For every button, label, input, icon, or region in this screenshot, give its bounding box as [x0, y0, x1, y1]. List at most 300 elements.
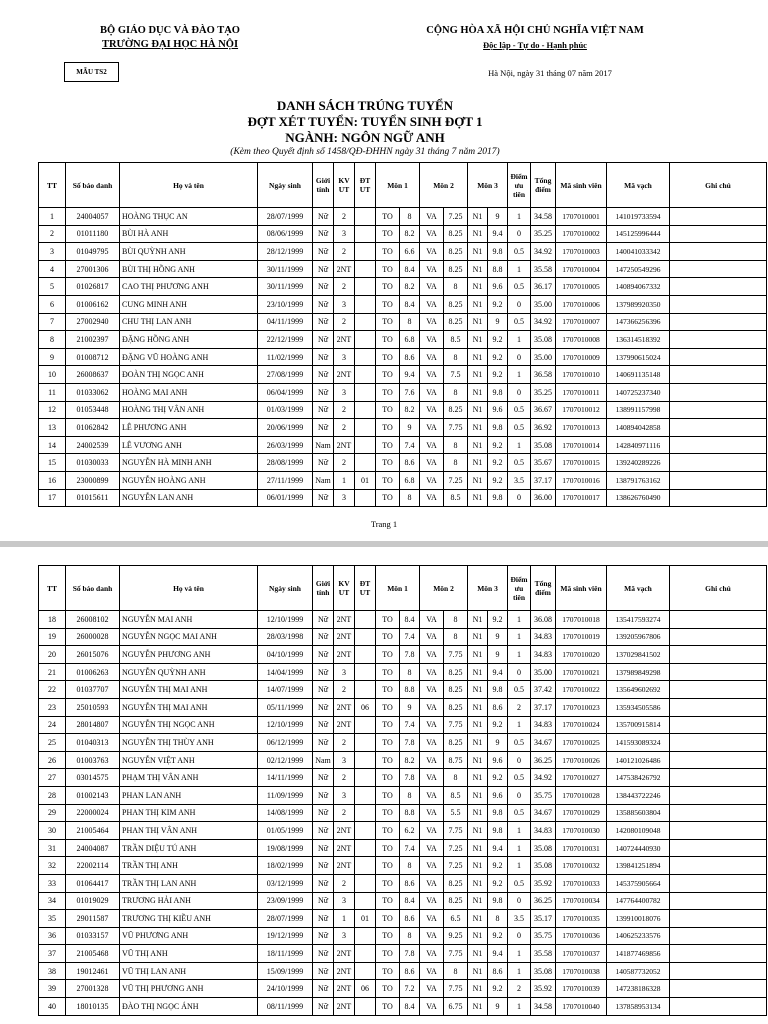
cell-sbd: 22002114 — [66, 857, 120, 875]
cell-sbd: 26008637 — [66, 366, 120, 384]
cell-m3-code: N1 — [468, 839, 488, 857]
cell-dob: 30/11/1999 — [258, 260, 313, 278]
cell-m1-score: 8 — [400, 313, 420, 331]
cell-total: 35.08 — [531, 962, 556, 980]
cell-note — [670, 295, 767, 313]
cell-bonus: 0 — [508, 489, 531, 507]
cell-m2-score: 6.5 — [444, 910, 468, 928]
cell-total: 35.75 — [531, 927, 556, 945]
cell-kv: 2 — [334, 278, 355, 296]
cell-dt — [355, 646, 376, 664]
cell-kv: 2NT — [334, 698, 355, 716]
cell-kv: 2 — [334, 243, 355, 261]
table-row — [39, 436, 767, 454]
cell-m1-code: TO — [376, 313, 400, 331]
cell-gender: Nữ — [313, 278, 334, 296]
cell-bonus: 1 — [508, 716, 531, 734]
cell-student-id: 1707010034 — [556, 892, 607, 910]
cell-m1-code: TO — [376, 751, 400, 769]
cell-barcode: 135934505586 — [607, 698, 670, 716]
cell-m1-code: TO — [376, 454, 400, 472]
cell-dob: 11/02/1999 — [258, 348, 313, 366]
cell-gender: Nữ — [313, 980, 334, 998]
cell-m2-code: VA — [420, 471, 444, 489]
cell-name: PHẠM THỊ VÂN ANH — [120, 769, 258, 787]
cell-dt — [355, 663, 376, 681]
cell-m3-score: 9.2 — [488, 857, 508, 875]
cell-m1-code: TO — [376, 383, 400, 401]
cell-barcode: 135885603804 — [607, 804, 670, 822]
cell-dob: 28/12/1999 — [258, 243, 313, 261]
cell-sbd: 01026817 — [66, 278, 120, 296]
cell-m2-score: 8.25 — [444, 225, 468, 243]
cell-name: NGUYỄN THỊ MAI ANH — [120, 698, 258, 716]
cell-m1-code: TO — [376, 698, 400, 716]
cell-kv: 2 — [334, 734, 355, 752]
cell-student-id: 1707010026 — [556, 751, 607, 769]
cell-sbd: 22000024 — [66, 804, 120, 822]
cell-bonus: 0.5 — [508, 419, 531, 437]
cell-note — [670, 611, 767, 629]
cell-total: 35.58 — [531, 945, 556, 963]
cell-total: 35.25 — [531, 383, 556, 401]
cell-m1-score: 8.6 — [400, 910, 420, 928]
col-header-m1: Môn 1 — [376, 566, 420, 611]
cell-m1-score: 7.8 — [400, 734, 420, 752]
cell-gender: Nữ — [313, 804, 334, 822]
table-row — [39, 945, 767, 963]
cell-kv: 3 — [334, 383, 355, 401]
republic-name: CỘNG HÒA XÃ HỘI CHỦ NGHĨA VIỆT NAM — [426, 25, 644, 36]
form-code-box: MẪU TS2 — [64, 62, 119, 82]
table-row — [39, 489, 767, 507]
cell-m3-code: N1 — [468, 331, 488, 349]
cell-tt: 29 — [39, 804, 66, 822]
cell-bonus: 1 — [508, 822, 531, 840]
cell-name: PHAN LAN ANH — [120, 786, 258, 804]
cell-dob: 12/10/1999 — [258, 611, 313, 629]
cell-name: ĐẶNG HỒNG ANH — [120, 331, 258, 349]
cell-barcode: 135417593274 — [607, 611, 670, 629]
cell-student-id: 1707010035 — [556, 910, 607, 928]
cell-note — [670, 628, 767, 646]
cell-bonus: 0.5 — [508, 681, 531, 699]
cell-m1-code: TO — [376, 260, 400, 278]
cell-m3-score: 9.4 — [488, 839, 508, 857]
cell-gender: Nữ — [313, 611, 334, 629]
cell-sbd: 01040313 — [66, 734, 120, 752]
cell-tt: 38 — [39, 962, 66, 980]
cell-dob: 06/04/1999 — [258, 383, 313, 401]
cell-m2-score: 7.75 — [444, 716, 468, 734]
table-row — [39, 628, 767, 646]
cell-m3-code: N1 — [468, 208, 488, 226]
cell-name: NGUYỄN HOÀNG ANH — [120, 471, 258, 489]
cell-m1-code: TO — [376, 962, 400, 980]
cell-dt — [355, 313, 376, 331]
cell-barcode: 140691135148 — [607, 366, 670, 384]
cell-m2-score: 8.75 — [444, 751, 468, 769]
cell-m3-score: 9.2 — [488, 769, 508, 787]
cell-barcode: 140894042858 — [607, 419, 670, 437]
cell-tt: 1 — [39, 208, 66, 226]
cell-gender: Nữ — [313, 822, 334, 840]
cell-name: CUNG MINH ANH — [120, 295, 258, 313]
cell-name: NGUYỄN VIỆT ANH — [120, 751, 258, 769]
col-header-note: Ghi chú — [670, 163, 767, 208]
cell-tt: 16 — [39, 471, 66, 489]
table-row — [39, 734, 767, 752]
cell-m1-score: 7.4 — [400, 436, 420, 454]
cell-m2-score: 8 — [444, 611, 468, 629]
cell-gender: Nữ — [313, 945, 334, 963]
cell-m2-code: VA — [420, 278, 444, 296]
cell-m2-code: VA — [420, 786, 444, 804]
cell-m3-score: 9.2 — [488, 366, 508, 384]
cell-m2-code: VA — [420, 295, 444, 313]
cell-total: 36.00 — [531, 489, 556, 507]
cell-note — [670, 208, 767, 226]
cell-barcode: 138991157998 — [607, 401, 670, 419]
cell-sbd: 01011180 — [66, 225, 120, 243]
cell-m1-score: 8.8 — [400, 804, 420, 822]
cell-barcode: 136314518392 — [607, 331, 670, 349]
cell-dt — [355, 945, 376, 963]
cell-barcode: 135700915814 — [607, 716, 670, 734]
title-line-2: ĐỢT XÉT TUYỂN: TUYỂN SINH ĐỢT 1 — [247, 114, 483, 129]
cell-student-id: 1707010007 — [556, 313, 607, 331]
cell-barcode: 145125996444 — [607, 225, 670, 243]
cell-dt — [355, 998, 376, 1016]
cell-dob: 01/05/1999 — [258, 822, 313, 840]
cell-m3-code: N1 — [468, 804, 488, 822]
cell-m2-code: VA — [420, 980, 444, 998]
cell-student-id: 1707010039 — [556, 980, 607, 998]
cell-total: 34.58 — [531, 998, 556, 1016]
cell-barcode: 137989849298 — [607, 663, 670, 681]
cell-m1-code: TO — [376, 892, 400, 910]
cell-total: 34.67 — [531, 804, 556, 822]
cell-barcode: 139841251894 — [607, 857, 670, 875]
date-line: Hà Nội, ngày 31 tháng 07 năm 2017 — [488, 68, 612, 78]
cell-m2-score: 8.25 — [444, 663, 468, 681]
cell-dt — [355, 786, 376, 804]
cell-m1-score: 6.2 — [400, 822, 420, 840]
cell-m1-score: 9 — [400, 698, 420, 716]
cell-note — [670, 945, 767, 963]
cell-barcode: 140625233576 — [607, 927, 670, 945]
cell-dob: 30/11/1999 — [258, 278, 313, 296]
cell-m3-code: N1 — [468, 681, 488, 699]
table-row — [39, 786, 767, 804]
cell-m1-score: 8.4 — [400, 998, 420, 1016]
cell-m2-score: 7.75 — [444, 822, 468, 840]
cell-dt — [355, 734, 376, 752]
cell-kv: 3 — [334, 927, 355, 945]
cell-sbd: 26008102 — [66, 611, 120, 629]
cell-barcode: 140587732052 — [607, 962, 670, 980]
cell-barcode: 142840971116 — [607, 436, 670, 454]
cell-m1-score: 8 — [400, 857, 420, 875]
cell-m2-code: VA — [420, 804, 444, 822]
cell-total: 37.42 — [531, 681, 556, 699]
cell-name: ĐÀO THỊ NGỌC ÁNH — [120, 998, 258, 1016]
cell-m2-code: VA — [420, 313, 444, 331]
col-header-bonus: Điểm ưu tiên — [508, 163, 531, 208]
cell-bonus: 2 — [508, 980, 531, 998]
cell-m3-score: 8.6 — [488, 698, 508, 716]
cell-gender: Nữ — [313, 892, 334, 910]
cell-m3-code: N1 — [468, 401, 488, 419]
cell-m3-code: N1 — [468, 348, 488, 366]
cell-m2-score: 8.25 — [444, 401, 468, 419]
cell-note — [670, 910, 767, 928]
cell-kv: 2NT — [334, 980, 355, 998]
table-row — [39, 243, 767, 261]
cell-gender: Nữ — [313, 681, 334, 699]
cell-m3-code: N1 — [468, 945, 488, 963]
cell-total: 36.25 — [531, 751, 556, 769]
cell-gender: Nữ — [313, 857, 334, 875]
cell-kv: 2 — [334, 454, 355, 472]
table-row — [39, 295, 767, 313]
cell-m3-code: N1 — [468, 822, 488, 840]
cell-dt — [355, 857, 376, 875]
cell-tt: 21 — [39, 663, 66, 681]
cell-m1-code: TO — [376, 769, 400, 787]
cell-m3-score: 9.4 — [488, 663, 508, 681]
cell-m2-code: VA — [420, 857, 444, 875]
cell-bonus: 0 — [508, 927, 531, 945]
cell-barcode: 137990615024 — [607, 348, 670, 366]
cell-sbd: 26000028 — [66, 628, 120, 646]
cell-m1-code: TO — [376, 366, 400, 384]
table-row — [39, 646, 767, 664]
cell-bonus: 2 — [508, 698, 531, 716]
cell-m3-score: 9 — [488, 646, 508, 664]
cell-barcode: 141019733594 — [607, 208, 670, 226]
cell-m2-code: VA — [420, 348, 444, 366]
cell-gender: Nữ — [313, 419, 334, 437]
university-name: TRƯỜNG ĐẠI HỌC HÀ NỘI — [101, 39, 239, 50]
cell-name: NGUYỄN MAI ANH — [120, 611, 258, 629]
cell-gender: Nữ — [313, 786, 334, 804]
cell-sbd: 21005464 — [66, 822, 120, 840]
cell-m2-score: 8.25 — [444, 892, 468, 910]
cell-note — [670, 454, 767, 472]
cell-m2-score: 7.75 — [444, 419, 468, 437]
cell-gender: Nữ — [313, 489, 334, 507]
cell-m1-code: TO — [376, 401, 400, 419]
cell-dob: 24/10/1999 — [258, 980, 313, 998]
table-row — [39, 980, 767, 998]
cell-dob: 15/09/1999 — [258, 962, 313, 980]
cell-gender: Nữ — [313, 716, 334, 734]
cell-total: 35.67 — [531, 454, 556, 472]
cell-tt: 23 — [39, 698, 66, 716]
cell-m1-score: 8.6 — [400, 874, 420, 892]
cell-m2-code: VA — [420, 663, 444, 681]
col-header-student-id: Mã sinh viên — [556, 566, 607, 611]
cell-m3-score: 9.2 — [488, 874, 508, 892]
cell-m1-code: TO — [376, 734, 400, 752]
cell-m3-score: 9 — [488, 313, 508, 331]
cell-bonus: 0.5 — [508, 734, 531, 752]
cell-sbd: 27001328 — [66, 980, 120, 998]
cell-dob: 19/08/1999 — [258, 839, 313, 857]
cell-student-id: 1707010019 — [556, 628, 607, 646]
cell-dob: 27/11/1999 — [258, 471, 313, 489]
cell-m1-score: 8.4 — [400, 295, 420, 313]
cell-bonus: 0.5 — [508, 243, 531, 261]
col-header-note: Ghi chú — [670, 566, 767, 611]
cell-note — [670, 716, 767, 734]
cell-sbd: 01015611 — [66, 489, 120, 507]
cell-m1-score: 6.8 — [400, 331, 420, 349]
cell-m3-score: 9.8 — [488, 681, 508, 699]
cell-m1-code: TO — [376, 278, 400, 296]
cell-dob: 18/02/1999 — [258, 857, 313, 875]
cell-m2-score: 6.75 — [444, 998, 468, 1016]
cell-name: HOÀNG THỊ VÂN ANH — [120, 401, 258, 419]
cell-m3-code: N1 — [468, 313, 488, 331]
cell-m2-score: 7.75 — [444, 980, 468, 998]
cell-note — [670, 419, 767, 437]
cell-dt — [355, 454, 376, 472]
cell-student-id: 1707010030 — [556, 822, 607, 840]
cell-name: CHU THỊ LAN ANH — [120, 313, 258, 331]
cell-dt — [355, 839, 376, 857]
cell-m1-code: TO — [376, 804, 400, 822]
cell-student-id: 1707010014 — [556, 436, 607, 454]
cell-name: VŨ PHƯƠNG ANH — [120, 927, 258, 945]
cell-total: 35.92 — [531, 874, 556, 892]
cell-bonus: 1 — [508, 366, 531, 384]
admission-table-page-2 — [38, 565, 767, 1016]
cell-dt — [355, 751, 376, 769]
cell-m3-code: N1 — [468, 962, 488, 980]
cell-m1-code: TO — [376, 295, 400, 313]
table-row — [39, 366, 767, 384]
cell-name: CAO THỊ PHƯƠNG ANH — [120, 278, 258, 296]
cell-barcode: 140724440930 — [607, 839, 670, 857]
cell-note — [670, 769, 767, 787]
cell-kv: 2NT — [334, 366, 355, 384]
cell-m3-score: 9.2 — [488, 716, 508, 734]
table-row — [39, 874, 767, 892]
cell-barcode: 138443722246 — [607, 786, 670, 804]
cell-m3-code: N1 — [468, 927, 488, 945]
cell-gender: Nam — [313, 751, 334, 769]
table-row — [39, 260, 767, 278]
cell-sbd: 01002143 — [66, 786, 120, 804]
cell-student-id: 1707010028 — [556, 786, 607, 804]
cell-student-id: 1707010027 — [556, 769, 607, 787]
cell-dt: 06 — [355, 980, 376, 998]
cell-m2-code: VA — [420, 243, 444, 261]
cell-student-id: 1707010038 — [556, 962, 607, 980]
cell-bonus: 1 — [508, 945, 531, 963]
cell-tt: 4 — [39, 260, 66, 278]
table-row — [39, 927, 767, 945]
cell-bonus: 1 — [508, 436, 531, 454]
cell-gender: Nữ — [313, 225, 334, 243]
cell-student-id: 1707010031 — [556, 839, 607, 857]
cell-m3-code: N1 — [468, 716, 488, 734]
cell-m3-score: 9.6 — [488, 751, 508, 769]
cell-name: HOÀNG THỤC AN — [120, 208, 258, 226]
cell-m2-score: 8.25 — [444, 260, 468, 278]
cell-m2-score: 8 — [444, 278, 468, 296]
cell-m3-score: 9.2 — [488, 611, 508, 629]
cell-note — [670, 348, 767, 366]
cell-student-id: 1707010016 — [556, 471, 607, 489]
cell-m2-code: VA — [420, 401, 444, 419]
cell-m1-code: TO — [376, 646, 400, 664]
cell-dob: 11/09/1999 — [258, 786, 313, 804]
cell-tt: 34 — [39, 892, 66, 910]
cell-m2-code: VA — [420, 927, 444, 945]
cell-m2-score: 5.5 — [444, 804, 468, 822]
cell-sbd: 01033062 — [66, 383, 120, 401]
cell-total: 35.00 — [531, 663, 556, 681]
cell-tt: 36 — [39, 927, 66, 945]
cell-kv: 3 — [334, 786, 355, 804]
cell-m2-code: VA — [420, 646, 444, 664]
cell-m2-code: VA — [420, 366, 444, 384]
cell-name: NGUYỄN NGỌC MAI ANH — [120, 628, 258, 646]
cell-dt — [355, 331, 376, 349]
cell-tt: 37 — [39, 945, 66, 963]
table-row — [39, 454, 767, 472]
table-row — [39, 698, 767, 716]
cell-total: 34.83 — [531, 646, 556, 664]
cell-bonus: 0.5 — [508, 804, 531, 822]
cell-note — [670, 751, 767, 769]
cell-barcode: 147238186328 — [607, 980, 670, 998]
cell-barcode: 137989920350 — [607, 295, 670, 313]
cell-gender: Nữ — [313, 663, 334, 681]
cell-m2-score: 9.25 — [444, 927, 468, 945]
cell-note — [670, 489, 767, 507]
col-header-total: Tổng điểm — [531, 163, 556, 208]
cell-bonus: 0.5 — [508, 401, 531, 419]
cell-barcode: 135649602692 — [607, 681, 670, 699]
cell-gender: Nữ — [313, 874, 334, 892]
cell-m2-score: 8 — [444, 436, 468, 454]
cell-m1-code: TO — [376, 208, 400, 226]
cell-m3-score: 9.2 — [488, 295, 508, 313]
decision-reference: (Kèm theo Quyết định số 1458/QĐ-ĐHHN ngày 31 tháng 7 năm 2017) — [230, 147, 500, 157]
cell-m3-code: N1 — [468, 611, 488, 629]
cell-m1-code: TO — [376, 225, 400, 243]
cell-tt: 39 — [39, 980, 66, 998]
cell-sbd: 01006263 — [66, 663, 120, 681]
cell-m1-score: 6.6 — [400, 243, 420, 261]
cell-m2-code: VA — [420, 734, 444, 752]
cell-m3-score: 9.2 — [488, 331, 508, 349]
cell-total: 36.58 — [531, 366, 556, 384]
cell-m2-score: 8.25 — [444, 681, 468, 699]
cell-tt: 15 — [39, 454, 66, 472]
cell-sbd: 28014807 — [66, 716, 120, 734]
cell-gender: Nữ — [313, 366, 334, 384]
cell-total: 35.00 — [531, 348, 556, 366]
cell-m3-code: N1 — [468, 698, 488, 716]
cell-dt — [355, 927, 376, 945]
cell-gender: Nữ — [313, 628, 334, 646]
cell-m2-score: 7.25 — [444, 857, 468, 875]
